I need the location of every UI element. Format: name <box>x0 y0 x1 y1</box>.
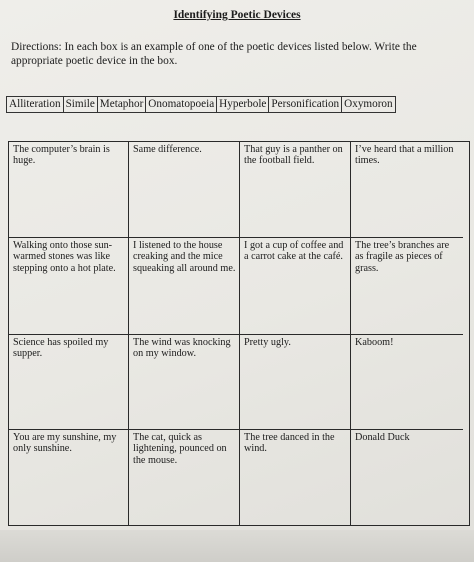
example-box: Science has spoiled my supper. <box>9 335 129 430</box>
device-alliteration: Alliteration <box>7 97 64 112</box>
device-personification: Personification <box>269 97 342 112</box>
poetic-devices-list <box>6 96 396 113</box>
example-box: The tree’s branches are as fragile as pieces of grass. <box>351 238 463 335</box>
device-metaphor: Metaphor <box>98 97 147 112</box>
example-box: The cat, quick as lightening, pounced on the mouse. <box>129 430 240 525</box>
example-box: That guy is a panther on the football field. <box>240 142 351 238</box>
example-box: I listened to the house creaking and the mice squeaking all around me. <box>129 238 240 335</box>
examples-grid <box>8 141 470 526</box>
example-box: The wind was knocking on my window. <box>129 335 240 430</box>
example-box: The computer’s brain is huge. <box>9 142 129 238</box>
example-box: The tree danced in the wind. <box>240 430 351 525</box>
example-box: I got a cup of coffee and a carrot cake at the café. <box>240 238 351 335</box>
example-box: I’ve heard that a million times. <box>351 142 463 238</box>
device-oxymoron: Oxymoron <box>344 98 393 110</box>
example-box: Donald Duck <box>355 432 410 443</box>
device-hyperbole: Hyperbole <box>217 97 269 112</box>
example-box: Walking onto those sun-warmed stones was like stepping onto a hot plate. <box>9 238 129 335</box>
example-box: You are my sunshine, my only sunshine. <box>9 430 129 525</box>
page-bottom-edge <box>0 530 474 562</box>
example-box: Kaboom! <box>351 335 463 430</box>
example-box: Pretty ugly. <box>240 335 351 430</box>
page-title: Identifying Poetic Devices <box>173 9 301 21</box>
directions-text: Directions: In each box is an example of one of the poetic devices listed below. Write the appropriate poetic device in the box. <box>11 41 417 67</box>
device-simile: Simile <box>64 97 98 112</box>
device-onomatopoeia: Onomatopoeia <box>146 97 217 112</box>
example-box: Same difference. <box>129 142 240 238</box>
